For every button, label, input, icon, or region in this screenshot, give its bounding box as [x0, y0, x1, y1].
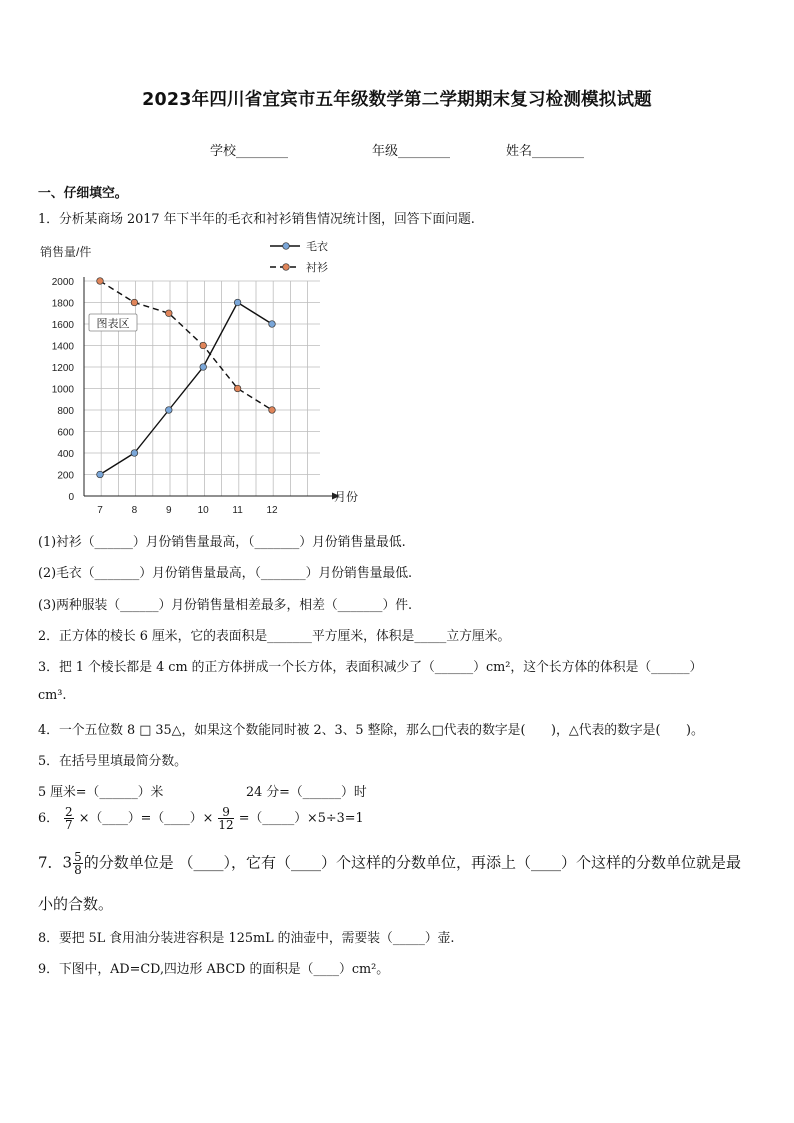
question-4: 4．一个五位数 8 □ 35△，如果这个数能同时被 2、3、5 整除，那么□代表的数字是( )，△代表的数字是( )。	[38, 723, 704, 738]
question-3-line-2: cm³.	[38, 688, 67, 703]
question-1-sub-1: (1)衬衫（______）月份销售量最高，（_______）月份销售量最低.	[38, 535, 406, 550]
question-7-line-2: 小的合数。	[38, 895, 114, 913]
y-tick-label: 200	[57, 470, 74, 482]
fraction-9-12	[218, 806, 233, 831]
y-tick-label: 800	[57, 406, 74, 417]
data-point-1-0	[97, 278, 104, 285]
y-tick-label: 0	[68, 492, 74, 503]
x-tick-label: 10	[197, 505, 209, 516]
legend-label-1: 衬衫	[306, 262, 328, 274]
legend-marker-1	[283, 264, 290, 271]
question-8: 8．要把 5L 食用油分装进容积是 125mL 的油壶中，需要装（_____）壶.	[38, 931, 455, 946]
data-point-1-5	[269, 407, 276, 414]
y-tick-label: 1000	[51, 384, 74, 396]
y-tick-label: 2000	[51, 277, 74, 288]
fraction-numerator: 5	[74, 850, 82, 864]
fraction-denominator: 7	[65, 818, 73, 832]
question-5-part-b: 24 分=（______）时	[246, 785, 367, 800]
data-point-1-4	[234, 385, 241, 392]
fraction-numerator: 9	[218, 806, 233, 819]
data-point-1-3	[200, 342, 207, 349]
fraction-denominator: 12	[218, 818, 234, 832]
x-tick-label: 7	[97, 505, 103, 516]
question-9: 9．下图中，AD=CD,四边形 ABCD 的面积是（____）cm²。	[38, 962, 390, 977]
question-6	[38, 806, 364, 831]
question-1-stem: 1．分析某商场 2017 年下半年的毛衣和衬衫销售情况统计图，回答下面问题.	[38, 212, 475, 227]
y-tick-label: 600	[57, 427, 74, 439]
data-point-0-3	[200, 364, 207, 371]
question-7-text: 的分数单位是 （____），它有（____）个这样的分数单位，再添上（____）个这样的分数单位就是最	[83, 853, 742, 872]
question-6-middle: ×（____）=（____）×	[78, 811, 214, 826]
x-axis-label: 月份	[334, 490, 359, 504]
legend-label-0: 毛衣	[306, 241, 328, 253]
y-axis-label: 销售量/件	[40, 245, 92, 259]
y-tick-label: 1400	[51, 341, 74, 353]
page-title: 2023年四川省宜宾市五年级数学第二学期期末复习检测模拟试题	[142, 90, 652, 110]
question-6-end: =（_____）×5÷3=1	[238, 811, 364, 826]
school-field: 学校________	[210, 144, 289, 159]
data-point-0-0	[97, 471, 104, 478]
y-tick-label: 1600	[51, 320, 74, 331]
fraction-2-7	[64, 806, 74, 831]
fraction-5-8	[73, 851, 83, 876]
fraction-denominator: 8	[74, 863, 82, 877]
question-7-prefix: 7．3	[38, 853, 73, 872]
question-6-prefix: 6．	[38, 811, 59, 826]
chart-area-tag: 图表区	[96, 318, 130, 330]
question-1-sub-3: (3)两种服装（______）月份销售量相差最多，相差（_______）件.	[38, 598, 413, 613]
question-5-stem: 5．在括号里填最简分数。	[38, 754, 187, 769]
question-7-line-1	[38, 851, 741, 876]
y-tick-label: 400	[57, 449, 74, 460]
data-point-0-5	[269, 321, 276, 328]
name-field: 姓名________	[506, 144, 585, 159]
y-tick-label: 1200	[51, 363, 74, 374]
y-tick-label: 1800	[51, 298, 74, 310]
x-tick-label: 11	[232, 505, 243, 516]
fraction-numerator: 2	[65, 805, 73, 819]
x-tick-label: 12	[266, 505, 278, 516]
x-tick-label: 8	[131, 505, 138, 516]
data-point-0-4	[234, 299, 241, 306]
data-point-1-2	[166, 310, 173, 317]
question-1-sub-2: (2)毛衣（_______）月份销售量最高，（_______）月份销售量最低.	[38, 566, 413, 581]
data-point-1-1	[131, 299, 138, 306]
data-point-0-1	[131, 450, 138, 457]
question-2: 2．正方体的棱长 6 厘米，它的表面积是_______平方厘米，体积是_____立方厘米。	[38, 629, 511, 644]
grade-field: 年级________	[372, 144, 451, 159]
question-5-part-a: 5 厘米=（______）米	[38, 785, 164, 800]
legend-marker-0	[283, 243, 290, 250]
sales-line-chart	[38, 236, 368, 521]
question-3-line-1: 3．把 1 个棱长都是 4 cm 的正方体拼成一个长方体，表面积减少了（______）cm²，这个长方体的体积是（______）	[38, 660, 703, 675]
x-tick-label: 9	[166, 505, 172, 516]
data-point-0-2	[166, 407, 173, 414]
section-heading: 一、仔细填空。	[38, 186, 128, 201]
